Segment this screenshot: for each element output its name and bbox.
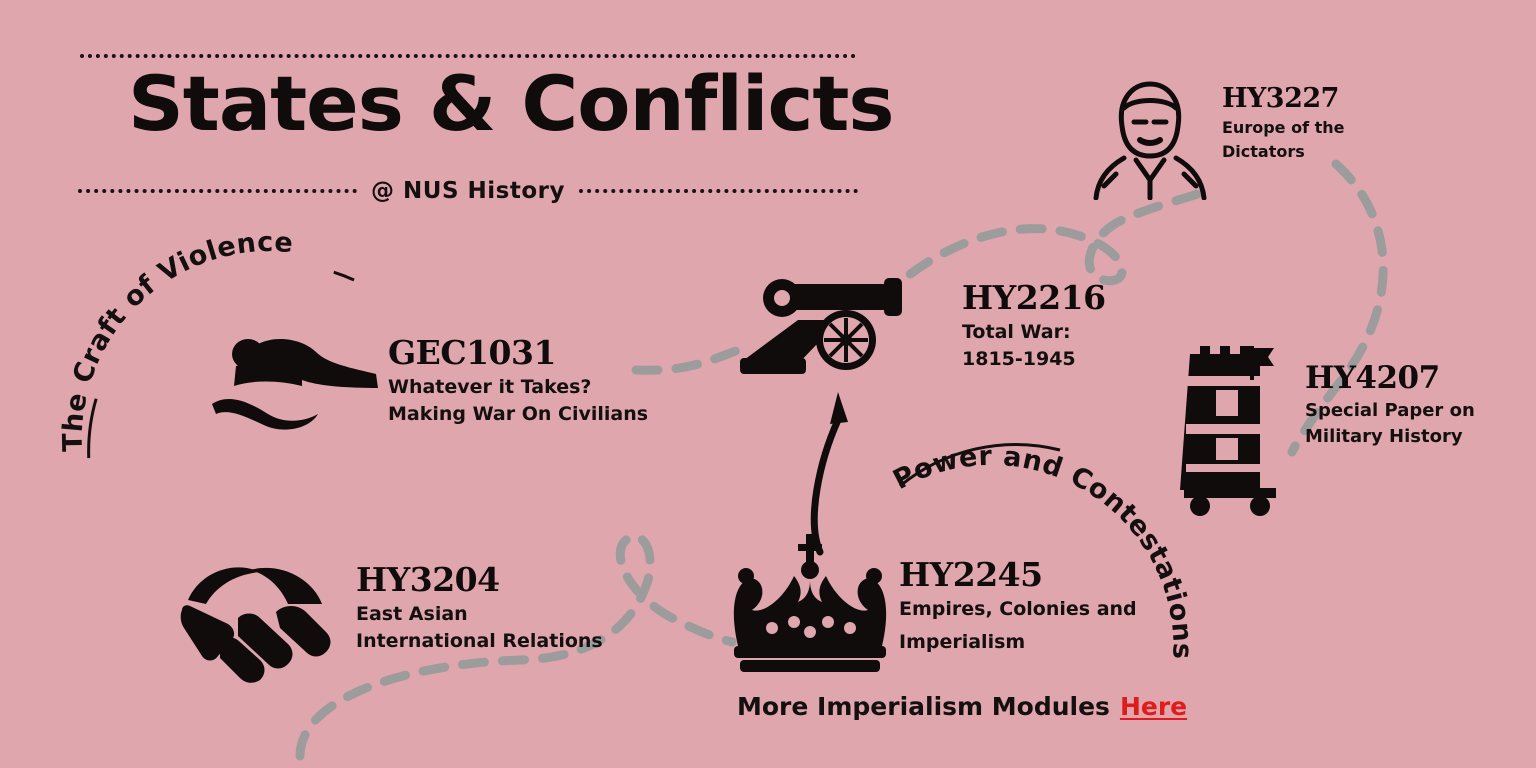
module-code: HY2245 xyxy=(899,555,1043,594)
module-desc-line1: Whatever it Takes? xyxy=(388,375,592,398)
dictator-portrait-icon xyxy=(1088,74,1212,200)
footer-label: More Imperialism Modules xyxy=(737,692,1110,721)
module-desc-line2: Making War On Civilians xyxy=(388,403,649,426)
module-desc-line2: 1815-1945 xyxy=(962,348,1076,371)
cannon-icon xyxy=(736,274,926,384)
module-code: HY3227 xyxy=(1222,83,1339,114)
subtitle-dotted-rule-left xyxy=(78,189,357,193)
module-gec1031[interactable] xyxy=(388,333,649,429)
module-hy3227[interactable] xyxy=(1222,85,1345,163)
page-title: States & Conflicts xyxy=(128,59,894,148)
subtitle-dotted-rule-right xyxy=(579,189,858,193)
module-desc-line2: Military History xyxy=(1305,425,1463,447)
handshake-icon xyxy=(176,556,334,684)
page-subtitle: @ NUS History xyxy=(371,178,565,204)
module-code: GEC1031 xyxy=(388,333,556,372)
module-hy4207[interactable] xyxy=(1305,362,1475,450)
header-top-dotted-rule xyxy=(80,54,856,58)
crown-icon xyxy=(728,528,894,676)
header-subtitle-row xyxy=(78,178,858,204)
module-desc-line2: International Relations xyxy=(356,630,603,653)
module-hy2245[interactable] xyxy=(899,555,1137,657)
theme-power-label: Power and Contestations xyxy=(888,440,1198,660)
module-desc-line2: Imperialism xyxy=(899,631,1026,654)
module-desc-line1: Special Paper on xyxy=(1305,399,1475,421)
module-desc-line1: Empires, Colonies and xyxy=(899,597,1137,620)
module-desc-line2: Dictators xyxy=(1222,141,1305,161)
footer-here-link[interactable]: Here xyxy=(1119,692,1188,721)
footer-more-modules xyxy=(737,692,1187,721)
module-desc-line1: Europe of the xyxy=(1222,118,1345,138)
module-hy3204[interactable] xyxy=(356,560,603,656)
prone-sniper-icon xyxy=(206,330,382,436)
module-desc-line1: East Asian xyxy=(356,602,468,625)
module-code: HY4207 xyxy=(1305,360,1440,396)
module-desc-line1: Total War: xyxy=(962,320,1071,343)
theme-craft-label: The Craft of Violence xyxy=(57,226,295,452)
fortress-tower-icon xyxy=(1176,332,1286,516)
module-code: HY2216 xyxy=(962,278,1106,317)
module-hy2216[interactable] xyxy=(962,278,1106,374)
module-code: HY3204 xyxy=(356,560,500,599)
